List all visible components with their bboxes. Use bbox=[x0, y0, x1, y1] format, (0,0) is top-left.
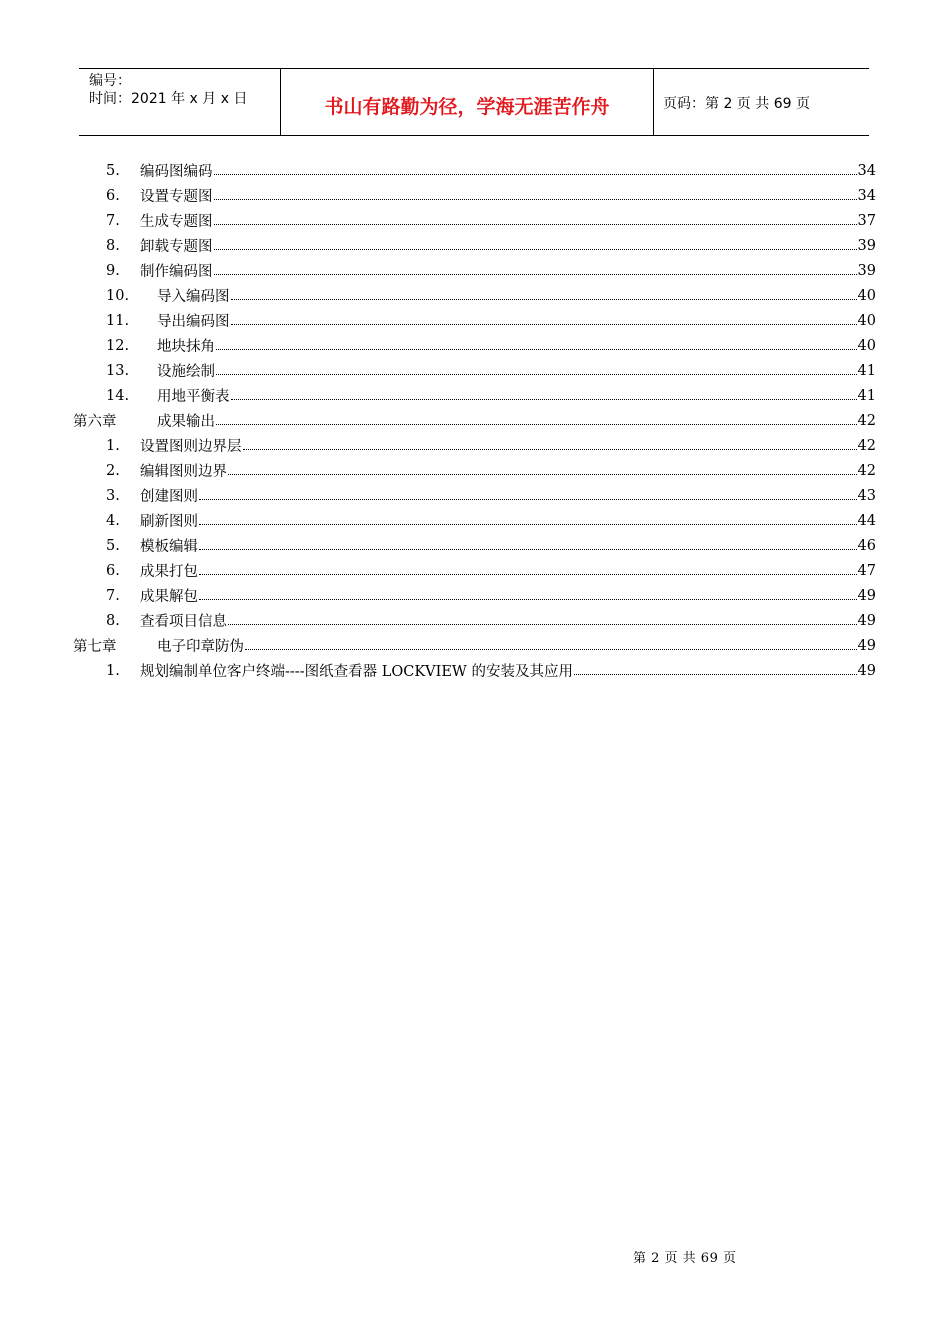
toc-dot-leader bbox=[214, 224, 857, 225]
header-motto bbox=[281, 69, 654, 135]
toc-entry-title: 创建图则 bbox=[140, 489, 198, 505]
toc-entry[interactable] bbox=[73, 308, 876, 333]
toc-dot-leader bbox=[199, 599, 857, 600]
toc-entry-page: 42 bbox=[857, 462, 876, 479]
toc-entry-title: 成果打包 bbox=[140, 564, 198, 580]
toc-dot-leader bbox=[214, 274, 857, 275]
toc-entry-number: 13. bbox=[106, 362, 130, 379]
toc-dot-leader bbox=[199, 574, 857, 575]
toc-entry[interactable] bbox=[73, 608, 876, 633]
toc-entry-title: 刷新图则 bbox=[140, 514, 198, 530]
toc-entry-number: 5. bbox=[106, 537, 120, 554]
toc-entry-title: 模板编辑 bbox=[140, 539, 198, 555]
toc-entry[interactable] bbox=[73, 333, 876, 358]
toc-entry[interactable] bbox=[73, 408, 876, 433]
toc-entry-title: 生成专题图 bbox=[140, 214, 213, 230]
toc-entry-number: 第六章 bbox=[73, 414, 117, 430]
toc-entry[interactable] bbox=[73, 483, 876, 508]
header-number-label: 编号： bbox=[89, 73, 131, 89]
toc-entry-page: 41 bbox=[857, 362, 876, 379]
toc-entry[interactable] bbox=[73, 283, 876, 308]
toc-entry-number: 7. bbox=[106, 587, 120, 604]
header-page-info bbox=[654, 69, 869, 135]
toc-entry-page: 37 bbox=[857, 212, 876, 229]
toc-entry[interactable] bbox=[73, 183, 876, 208]
table-of-contents bbox=[73, 158, 876, 683]
toc-entry-page: 43 bbox=[857, 487, 876, 504]
toc-entry[interactable] bbox=[73, 383, 876, 408]
toc-entry[interactable] bbox=[73, 358, 876, 383]
toc-entry-number: 12. bbox=[106, 337, 130, 354]
toc-entry-title: 设置图则边界层 bbox=[140, 439, 242, 455]
motto-text: 书山有路勤为径，学海无涯苦作舟 bbox=[324, 95, 610, 118]
toc-entry-page: 40 bbox=[857, 287, 876, 304]
toc-entry-page: 47 bbox=[857, 562, 876, 579]
header-meta bbox=[79, 69, 281, 135]
toc-entry-page: 40 bbox=[857, 312, 876, 329]
toc-entry[interactable] bbox=[73, 558, 876, 583]
toc-entry-number: 2. bbox=[106, 462, 120, 479]
toc-entry[interactable] bbox=[73, 458, 876, 483]
toc-entry-number: 第七章 bbox=[73, 639, 117, 655]
toc-entry-title: 导出编码图 bbox=[157, 314, 230, 330]
toc-entry-page: 41 bbox=[857, 387, 876, 404]
toc-entry-title: 地块抹角 bbox=[157, 339, 215, 355]
toc-dot-leader bbox=[243, 449, 857, 450]
toc-entry-title: 规划编制单位客户终端----图纸查看器 LOCKVIEW 的安装及其应用 bbox=[140, 664, 573, 680]
toc-dot-leader bbox=[231, 399, 857, 400]
toc-dot-leader bbox=[199, 499, 857, 500]
toc-dot-leader bbox=[245, 649, 857, 650]
header-time-label: 时间：2021 年 x 月 x 日 bbox=[89, 91, 248, 107]
toc-dot-leader bbox=[231, 324, 857, 325]
toc-entry-page: 39 bbox=[857, 237, 876, 254]
toc-entry[interactable] bbox=[73, 658, 876, 683]
toc-entry[interactable] bbox=[73, 508, 876, 533]
toc-entry-number: 3. bbox=[106, 487, 120, 504]
toc-entry[interactable] bbox=[73, 633, 876, 658]
toc-entry-number: 6. bbox=[106, 187, 120, 204]
toc-entry-page: 42 bbox=[857, 412, 876, 429]
toc-entry-page: 49 bbox=[857, 587, 876, 604]
toc-entry[interactable] bbox=[73, 533, 876, 558]
toc-entry-number: 1. bbox=[106, 437, 120, 454]
toc-entry-title: 查看项目信息 bbox=[140, 614, 227, 630]
toc-entry-page: 39 bbox=[857, 262, 876, 279]
toc-entry[interactable] bbox=[73, 233, 876, 258]
toc-entry-number: 11. bbox=[106, 312, 130, 329]
toc-dot-leader bbox=[228, 624, 857, 625]
toc-entry-title: 导入编码图 bbox=[157, 289, 230, 305]
toc-entry-title: 设置专题图 bbox=[140, 189, 213, 205]
toc-entry-page: 49 bbox=[857, 637, 876, 654]
toc-entry-title: 制作编码图 bbox=[140, 264, 213, 280]
toc-dot-leader bbox=[231, 299, 857, 300]
toc-entry-number: 4. bbox=[106, 512, 120, 529]
toc-entry[interactable] bbox=[73, 583, 876, 608]
page-info-text: 页码：第 2 页 共 69 页 bbox=[663, 96, 810, 112]
toc-entry-page: 44 bbox=[857, 512, 876, 529]
toc-dot-leader bbox=[216, 349, 857, 350]
toc-dot-leader bbox=[214, 249, 857, 250]
toc-entry-title: 电子印章防伪 bbox=[157, 639, 244, 655]
toc-dot-leader bbox=[214, 199, 857, 200]
toc-entry-page: 42 bbox=[857, 437, 876, 454]
toc-dot-leader bbox=[216, 424, 857, 425]
toc-dot-leader bbox=[199, 549, 857, 550]
toc-entry-title: 编辑图则边界 bbox=[140, 464, 227, 480]
toc-entry[interactable] bbox=[73, 158, 876, 183]
toc-dot-leader bbox=[228, 474, 857, 475]
toc-entry-page: 34 bbox=[857, 162, 876, 179]
toc-entry-number: 6. bbox=[106, 562, 120, 579]
toc-entry[interactable] bbox=[73, 208, 876, 233]
toc-entry[interactable] bbox=[73, 433, 876, 458]
toc-entry-page: 40 bbox=[857, 337, 876, 354]
toc-entry-number: 10. bbox=[106, 287, 130, 304]
toc-dot-leader bbox=[214, 174, 857, 175]
toc-entry-page: 49 bbox=[857, 662, 876, 679]
toc-entry-title: 编码图编码 bbox=[140, 164, 213, 180]
toc-entry-number: 8. bbox=[106, 612, 120, 629]
toc-entry-number: 9. bbox=[106, 262, 120, 279]
toc-entry-page: 46 bbox=[857, 537, 876, 554]
toc-entry-page: 49 bbox=[857, 612, 876, 629]
toc-entry[interactable] bbox=[73, 258, 876, 283]
toc-entry-title: 卸载专题图 bbox=[140, 239, 213, 255]
toc-dot-leader bbox=[199, 524, 857, 525]
toc-entry-number: 1. bbox=[106, 662, 120, 679]
toc-entry-number: 7. bbox=[106, 212, 120, 229]
toc-entry-number: 14. bbox=[106, 387, 130, 404]
toc-entry-page: 34 bbox=[857, 187, 876, 204]
page-footer: 第 2 页 共 69 页 bbox=[633, 1251, 737, 1266]
toc-entry-title: 成果解包 bbox=[140, 589, 198, 605]
toc-entry-title: 成果输出 bbox=[157, 414, 215, 430]
toc-dot-leader bbox=[574, 674, 857, 675]
page-header bbox=[79, 68, 869, 136]
toc-dot-leader bbox=[216, 374, 857, 375]
toc-entry-title: 用地平衡表 bbox=[157, 389, 230, 405]
toc-entry-number: 8. bbox=[106, 237, 120, 254]
toc-entry-title: 设施绘制 bbox=[157, 364, 215, 380]
toc-entry-number: 5. bbox=[106, 162, 120, 179]
